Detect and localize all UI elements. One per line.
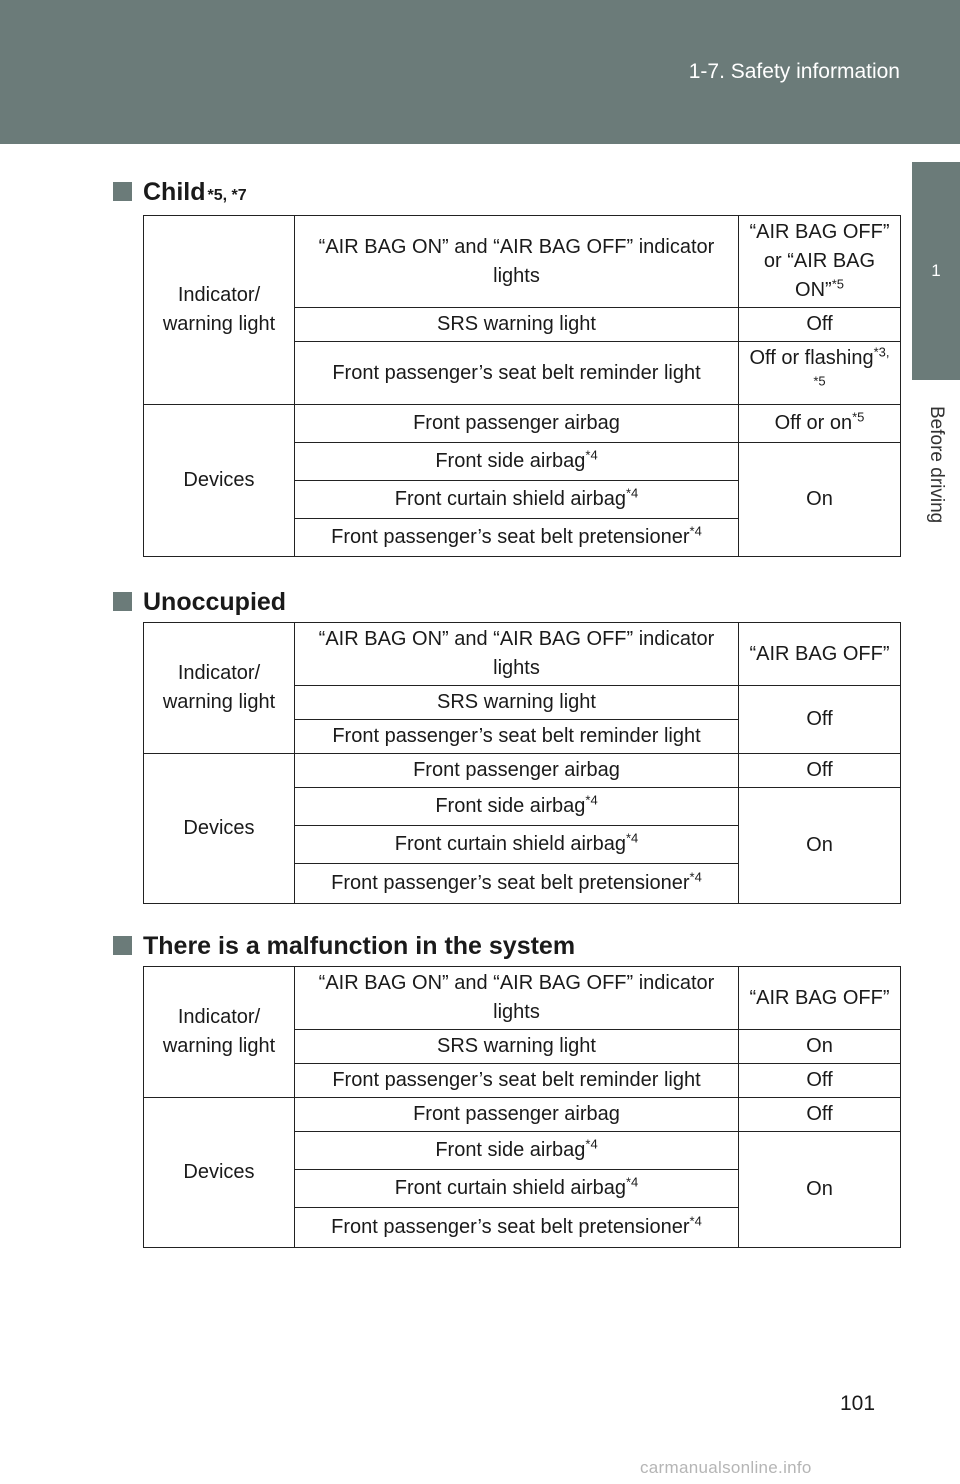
section-title-malfunction: There is a malfunction in the system bbox=[113, 932, 575, 961]
table-cell: Front passenger’s seat belt reminder light bbox=[295, 342, 739, 405]
table-cell: Off or $on^{*5}$ bbox=[739, 405, 901, 443]
table-cell: Front passenger’s seat belt pretensioner$^{*4}$ bbox=[295, 1208, 739, 1248]
child-table bbox=[143, 215, 901, 557]
chapter-label-tab bbox=[912, 385, 960, 545]
group-indicator-cell: Indicator/ warning light bbox=[144, 216, 295, 405]
table-cell: Front curtain shield airbag$^{*4}$ bbox=[295, 1170, 739, 1208]
table-cell: “AIR BAG OFF” bbox=[739, 623, 901, 686]
table-cell: Front passenger’s seat belt pretensioner$^{*4}$ bbox=[295, 519, 739, 557]
table-cell: Off bbox=[739, 1064, 901, 1098]
table-cell: “AIR BAG ON” and “AIR BAG OFF” indicator lights bbox=[295, 623, 739, 686]
table-cell: SRS warning light bbox=[295, 1030, 739, 1064]
table-cell: Front curtain shield airbag$^{*4}$ bbox=[295, 481, 739, 519]
table-cell: Off or flashing$^{*3, *5}$ bbox=[739, 342, 901, 405]
table-cell: SRS warning light bbox=[295, 308, 739, 342]
table-cell: SRS warning light bbox=[295, 686, 739, 720]
table-cell: Front side airbag$^{*4}$ bbox=[295, 1132, 739, 1170]
table-cell: On bbox=[739, 443, 901, 557]
unoccupied-table bbox=[143, 622, 901, 904]
table-cell: Front passenger’s seat belt pretensioner$^{*4}$ bbox=[295, 864, 739, 904]
square-bullet-icon bbox=[113, 936, 132, 955]
table-cell: Front side airbag$^{*4}$ bbox=[295, 788, 739, 826]
header-title: 1-7. Safety information bbox=[688, 60, 900, 83]
group-indicator-cell: Indicator/ warning light bbox=[144, 967, 295, 1098]
table-cell: Front side airbag$^{*4}$ bbox=[295, 443, 739, 481]
table-cell: Front passenger’s seat belt reminder light bbox=[295, 1064, 739, 1098]
table-cell: Off bbox=[739, 308, 901, 342]
table-cell: On bbox=[739, 1132, 901, 1248]
chapter-label: Before driving bbox=[926, 406, 947, 524]
table-cell: Front curtain shield airbag$^{*4}$ bbox=[295, 826, 739, 864]
square-bullet-icon bbox=[113, 592, 132, 611]
group-devices-cell: Devices bbox=[144, 754, 295, 904]
table-cell: “AIR BAG ON” and “AIR BAG OFF” indicator lights bbox=[295, 216, 739, 308]
table-cell: On bbox=[739, 1030, 901, 1064]
page-header bbox=[0, 0, 960, 144]
section-title-child: Child *5, *7 bbox=[113, 178, 247, 207]
watermark: carmanualsonline.info bbox=[640, 1458, 812, 1477]
table-cell: “AIR BAG OFF” bbox=[739, 967, 901, 1030]
table-cell: “AIR BAG OFF” or “AIR BAG ON”$^{*5}$ bbox=[739, 216, 901, 308]
table-cell: Off bbox=[739, 686, 901, 754]
table-cell: “AIR BAG ON” and “AIR BAG OFF” indicator lights bbox=[295, 967, 739, 1030]
section-title-unoccupied: Unoccupied bbox=[113, 588, 286, 617]
chapter-number: 1 bbox=[931, 261, 941, 280]
group-devices-cell: Devices bbox=[144, 1098, 295, 1248]
table-cell: Front passenger airbag bbox=[295, 1098, 739, 1132]
group-devices-cell: Devices bbox=[144, 405, 295, 557]
table-cell: Front passenger’s seat belt reminder light bbox=[295, 720, 739, 754]
table-cell: On bbox=[739, 788, 901, 904]
chapter-tab bbox=[912, 162, 960, 380]
page-number: 101 bbox=[840, 1392, 876, 1415]
table-cell: Front passenger airbag bbox=[295, 754, 739, 788]
table-cell: Front passenger airbag bbox=[295, 405, 739, 443]
group-indicator-cell: Indicator/ warning light bbox=[144, 623, 295, 754]
table-cell: Off bbox=[739, 1098, 901, 1132]
malfunction-table bbox=[143, 966, 901, 1248]
square-bullet-icon bbox=[113, 182, 132, 201]
table-cell: Off bbox=[739, 754, 901, 788]
